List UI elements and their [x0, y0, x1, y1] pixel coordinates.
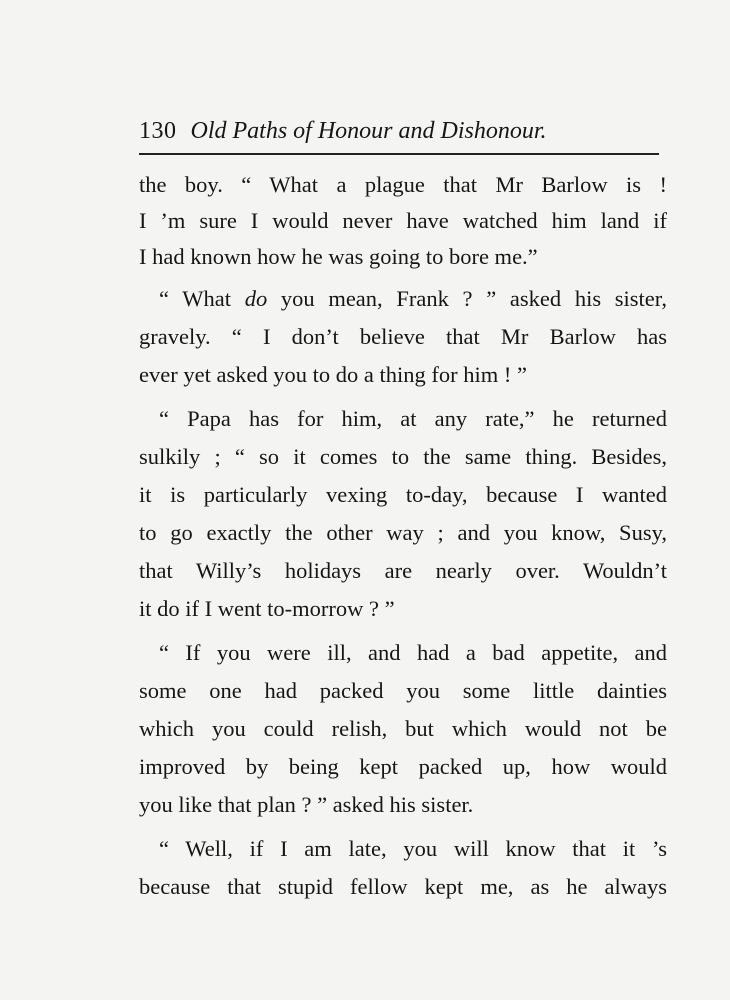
text-line-8: sulkily ; “ so it comes to the same thing. Besides,: [139, 444, 667, 469]
text-line-4: [139, 284, 667, 314]
text-line-12: it do if I went to-morrow ? ”: [139, 596, 395, 621]
page-header: [139, 114, 659, 148]
text-line-19: because that stupid fellow kept me, as he always: [139, 874, 667, 899]
text-line-13: “ If you were ill, and had a bad appetite, and: [159, 640, 667, 665]
text-line-6: ever yet asked you to do a thing for him ! ”: [139, 362, 528, 387]
text-line-10: to go exactly the other way ; and you know, Susy,: [139, 520, 667, 545]
text-line-17: you like that plan ? ” asked his sister.: [139, 792, 474, 817]
body-text: [139, 170, 667, 902]
header-rule: [139, 153, 659, 155]
text-line-7: “ Papa has for him, at any rate,” he returned: [159, 406, 667, 431]
text-line-5: gravely. “ I don’t believe that Mr Barlow has: [139, 324, 667, 349]
emphasis-do: do: [244, 286, 268, 311]
text-line-15: which you could relish, but which would not be: [139, 716, 667, 741]
text-line-4-start: “ What: [159, 286, 245, 311]
text-line-4-end: you mean, Frank ? ” asked his sister,: [267, 286, 667, 311]
page-number: 130: [139, 118, 177, 144]
text-line-9: it is particularly vexing to-day, because I wanted: [139, 482, 667, 507]
text-line-11: that Willy’s holidays are nearly over. Wouldn’t: [139, 558, 667, 583]
text-line-18: “ Well, if I am late, you will know that it ’s: [159, 836, 667, 861]
text-line-1: the boy. “ What a plague that Mr Barlow is !: [139, 172, 667, 197]
text-line-16: improved by being kept packed up, how would: [139, 754, 667, 779]
running-title: Old Paths of Honour and Dishonour.: [190, 118, 547, 144]
text-line-3: I had known how he was going to bore me.”: [139, 244, 538, 269]
text-line-14: some one had packed you some little dainties: [139, 678, 667, 703]
text-line-2: I ’m sure I would never have watched him land if: [139, 208, 667, 233]
